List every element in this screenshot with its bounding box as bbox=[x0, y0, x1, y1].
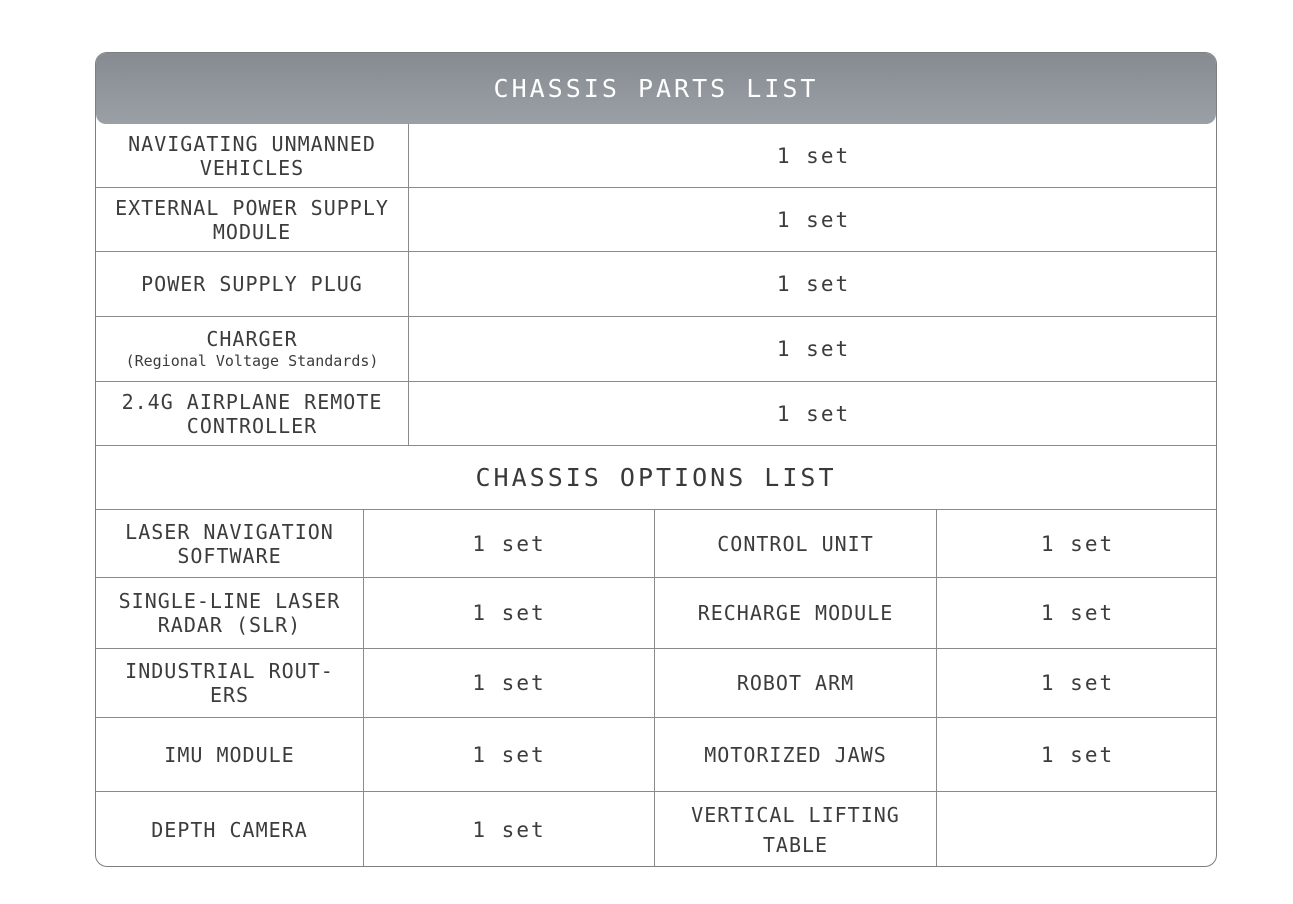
part-name bbox=[96, 188, 408, 251]
option-name-text: ROBOT ARM bbox=[736, 671, 855, 695]
parts-list-header bbox=[96, 53, 1216, 124]
options-row bbox=[96, 792, 1216, 867]
option-name-text: INDUSTRIAL ROUT-ERS bbox=[125, 659, 334, 707]
option-right-name bbox=[654, 649, 936, 717]
part-name-text: 2.4G AIRPLANE REMOTE CONTROLLER bbox=[121, 389, 383, 438]
part-name bbox=[96, 252, 408, 316]
parts-row bbox=[96, 188, 1216, 252]
part-name bbox=[96, 317, 408, 381]
part-name-text: NAVIGATING UNMANNED VEHICLES bbox=[128, 131, 376, 180]
parts-row bbox=[96, 124, 1216, 188]
option-name-text: DEPTH CAMERA bbox=[151, 818, 308, 842]
options-row bbox=[96, 718, 1216, 792]
option-right-qty: 1 set bbox=[936, 578, 1217, 648]
part-name bbox=[96, 124, 408, 187]
option-right-qty: 1 set bbox=[936, 510, 1217, 577]
part-qty: 1 set bbox=[408, 252, 1217, 316]
option-name-text: MOTORIZED JAWS bbox=[704, 742, 887, 767]
options-row bbox=[96, 510, 1216, 578]
option-right-name bbox=[654, 578, 936, 648]
option-right-qty: 1 set bbox=[936, 718, 1217, 791]
option-left-qty: 1 set bbox=[363, 792, 654, 867]
part-name bbox=[96, 382, 408, 445]
option-name-text: CONTROL UNIT bbox=[717, 531, 874, 556]
option-left-name bbox=[96, 578, 363, 648]
option-left-name bbox=[96, 510, 363, 577]
option-right-name bbox=[654, 510, 936, 577]
option-right-qty: 1 set bbox=[936, 649, 1217, 717]
options-row bbox=[96, 649, 1216, 718]
part-name-text: POWER SUPPLY PLUG bbox=[141, 272, 363, 296]
option-right-qty bbox=[936, 792, 1217, 867]
part-name-text: EXTERNAL POWER SUPPLY MODULE bbox=[115, 195, 389, 244]
options-list-title: CHASSIS OPTIONS LIST bbox=[96, 446, 1216, 510]
part-qty: 1 set bbox=[408, 317, 1217, 381]
chassis-parts-sheet bbox=[95, 52, 1217, 867]
part-note: (Regional Voltage Standards) bbox=[125, 352, 379, 370]
part-qty: 1 set bbox=[408, 124, 1217, 187]
option-name-text: IMU MODULE bbox=[164, 742, 295, 767]
option-left-name bbox=[96, 649, 363, 717]
part-name-text: CHARGER bbox=[206, 327, 298, 351]
parts-row bbox=[96, 317, 1216, 382]
options-row bbox=[96, 578, 1216, 649]
parts-row bbox=[96, 382, 1216, 446]
option-left-qty: 1 set bbox=[363, 649, 654, 717]
parts-list-title: CHASSIS PARTS LIST bbox=[493, 74, 819, 103]
option-left-qty: 1 set bbox=[363, 578, 654, 648]
option-name-text: VERTICAL LIFTING TABLE bbox=[691, 803, 900, 857]
parts-row bbox=[96, 252, 1216, 317]
option-left-qty: 1 set bbox=[363, 718, 654, 791]
option-right-name bbox=[654, 792, 936, 867]
part-qty: 1 set bbox=[408, 188, 1217, 251]
part-qty: 1 set bbox=[408, 382, 1217, 445]
option-right-name bbox=[654, 718, 936, 791]
option-name-text: LASER NAVIGATION SOFTWARE bbox=[125, 519, 334, 568]
option-left-name bbox=[96, 718, 363, 791]
option-name-text: RECHARGE MODULE bbox=[697, 601, 894, 625]
option-left-name bbox=[96, 792, 363, 867]
option-name-text: SINGLE-LINE LASER RADAR (SLR) bbox=[118, 589, 341, 637]
option-left-qty: 1 set bbox=[363, 510, 654, 577]
